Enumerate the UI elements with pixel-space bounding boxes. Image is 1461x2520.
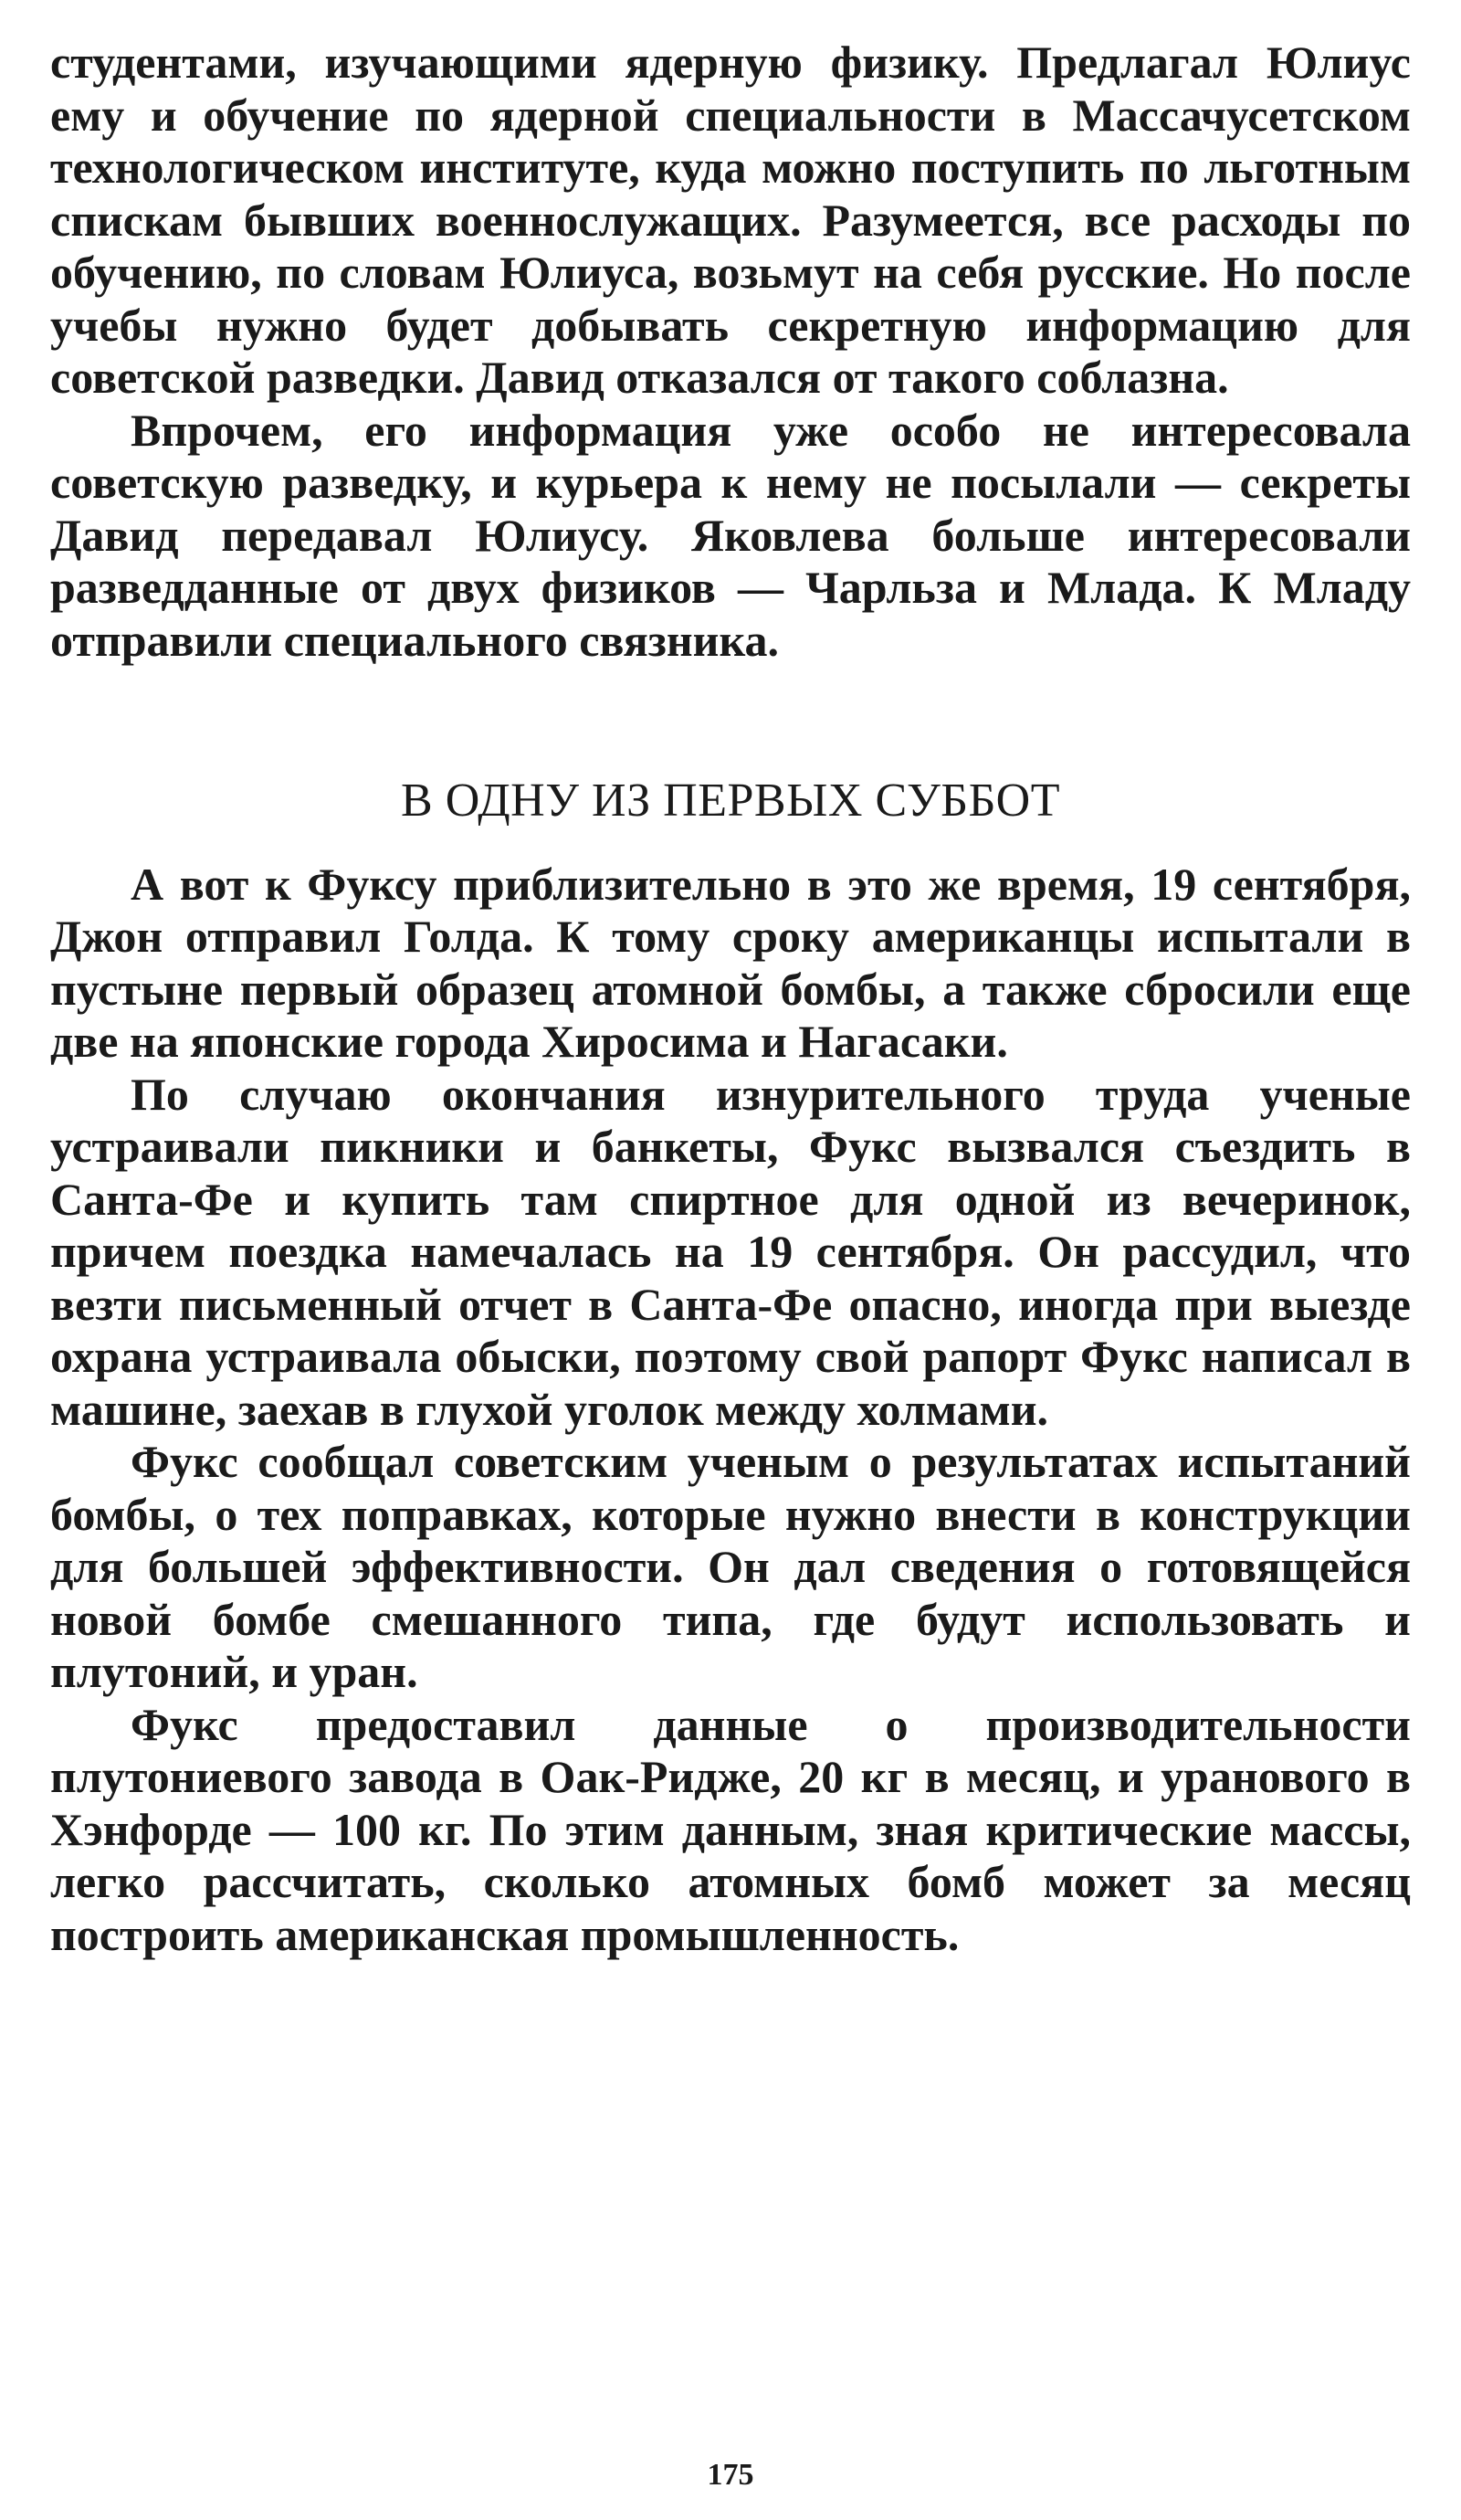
section-heading: В ОДНУ ИЗ ПЕРВЫХ СУББОТ: [401, 775, 1060, 827]
paragraph-yakovlev: Впрочем, его информация уже особо не интересовала советскую разведку, и курьера к нему не посылали — секреты Давид передавал Юлиусу. Яковлева больше интересовали разведданные от двух физиков — Чарльза и Млада. К Младу отправили специального связника.: [50, 404, 1411, 666]
paragraph-bomb-report: Фукс сообщал советским ученым о результатах испытаний бомбы, о тех поправках, которые нужно внести в конструкции для большей эффективности. Он дал сведения о готовящейся новой бомбе смешанного типа, где будут использовать и плутоний, и уран.: [50, 1436, 1411, 1697]
section-spacer: [50, 667, 1411, 775]
paragraph-gold-visit: А вот к Фуксу приблизительно в это же время, 19 сентября, Джон отправил Голда. К тому сроку американцы испытали в пустыне первый образец атомной бомбы, а также сбросили еще две на японские города Хиросима и Нагасаки.: [50, 858, 1411, 1067]
paragraph-production-data: Фукс предоставил данные о производительности плутониевого завода в Оак-Ридже, 20 кг в месяц, и уранового в Хэнфорде — 100 кг. По этим данным, зная критические массы, легко рассчитать, сколько атомных бомб может за месяц построить американская промышленность.: [50, 1698, 1411, 1960]
paragraph-santa-fe: По случаю окончания изнурительного труда ученые устраивали пикники и банкеты, Фукс вызвался съездить в Санта-Фе и купить там спиртное для одной из вечеринок, причем поездка намечалась на 19 сентября. Он рассудил, что везти письменный отчет в Санта-Фе опасно, иногда при выезде охрана устраивала обыски, поэтому свой рапорт Фукс написал в машине, заехав в глухой уголок между холмами.: [50, 1068, 1411, 1435]
page-number: 175: [707, 2458, 754, 2492]
heading-spacer: [50, 828, 1411, 859]
paragraph-continuation: студентами, изучающими ядерную физику. Предлагал Юлиус ему и обучение по ядерной специальности в Массачусетском технологическом институте, куда можно поступить по льготным спискам бывших военнослужащих. Разумеется, все расходы по обучению, по словам Юлиуса, возьмут на себя русские. Но после учебы нужно будет добывать секретную информацию для советской разведки. Давид отказался от такого соблазна.: [50, 37, 1411, 403]
book-page: [50, 37, 1411, 2492]
